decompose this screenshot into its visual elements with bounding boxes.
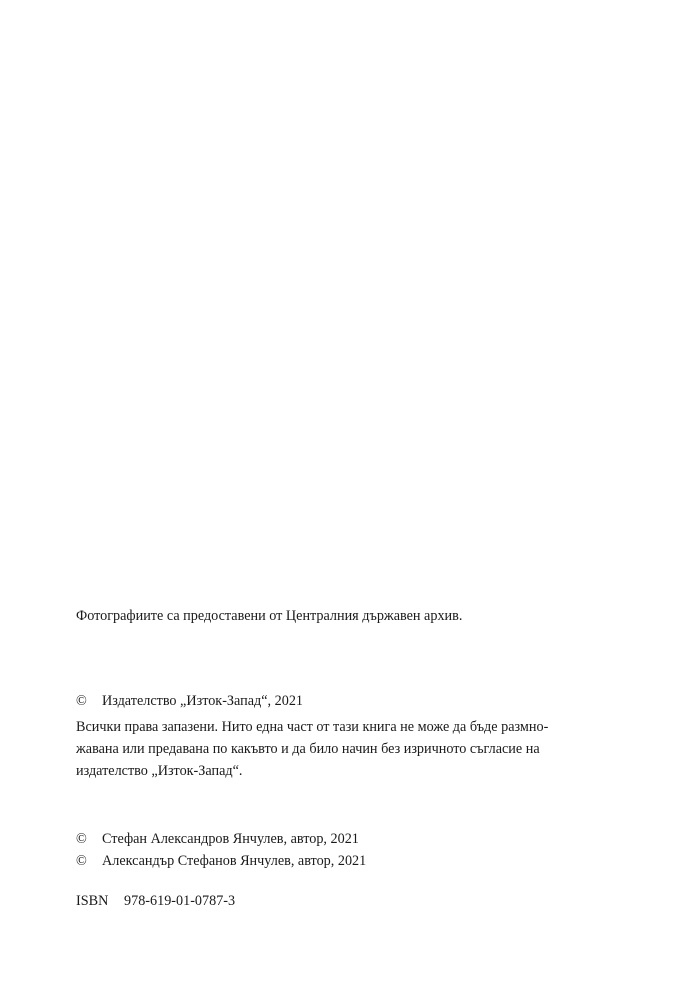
isbn-label: ISBN bbox=[76, 893, 109, 909]
copyright-symbol: © bbox=[76, 831, 87, 847]
isbn-value: 978-619-01-0787-3 bbox=[124, 893, 236, 909]
author-copyright-line bbox=[76, 828, 636, 850]
photo-credit-text: Фотографиите са предоставени от Централния държавен архив. bbox=[76, 608, 463, 624]
publisher-copyright bbox=[76, 690, 636, 712]
copyright-symbol: © bbox=[76, 853, 87, 869]
isbn bbox=[76, 890, 636, 912]
author-copyright-line bbox=[76, 850, 636, 872]
rights-notice-line: жавана или предавана по какъвто и да било начин без изричното съгласие на bbox=[76, 741, 540, 757]
publisher-copyright-text: Издателство „Изток-Запад“, 2021 bbox=[102, 693, 304, 709]
rights-notice bbox=[76, 716, 636, 782]
author-copyrights bbox=[76, 828, 636, 872]
copyright-symbol: © bbox=[76, 693, 87, 709]
rights-notice-line: издателство „Изток-Запад“. bbox=[76, 763, 243, 779]
photo-credit bbox=[76, 605, 636, 627]
rights-notice-line: Всички права запазени. Нито една част от тази книга не може да бъде размно- bbox=[76, 719, 549, 735]
author-copyright-text: Стефан Александров Янчулев, автор, 2021 bbox=[102, 831, 359, 847]
author-copyright-text: Александър Стефанов Янчулев, автор, 2021 bbox=[102, 853, 367, 869]
